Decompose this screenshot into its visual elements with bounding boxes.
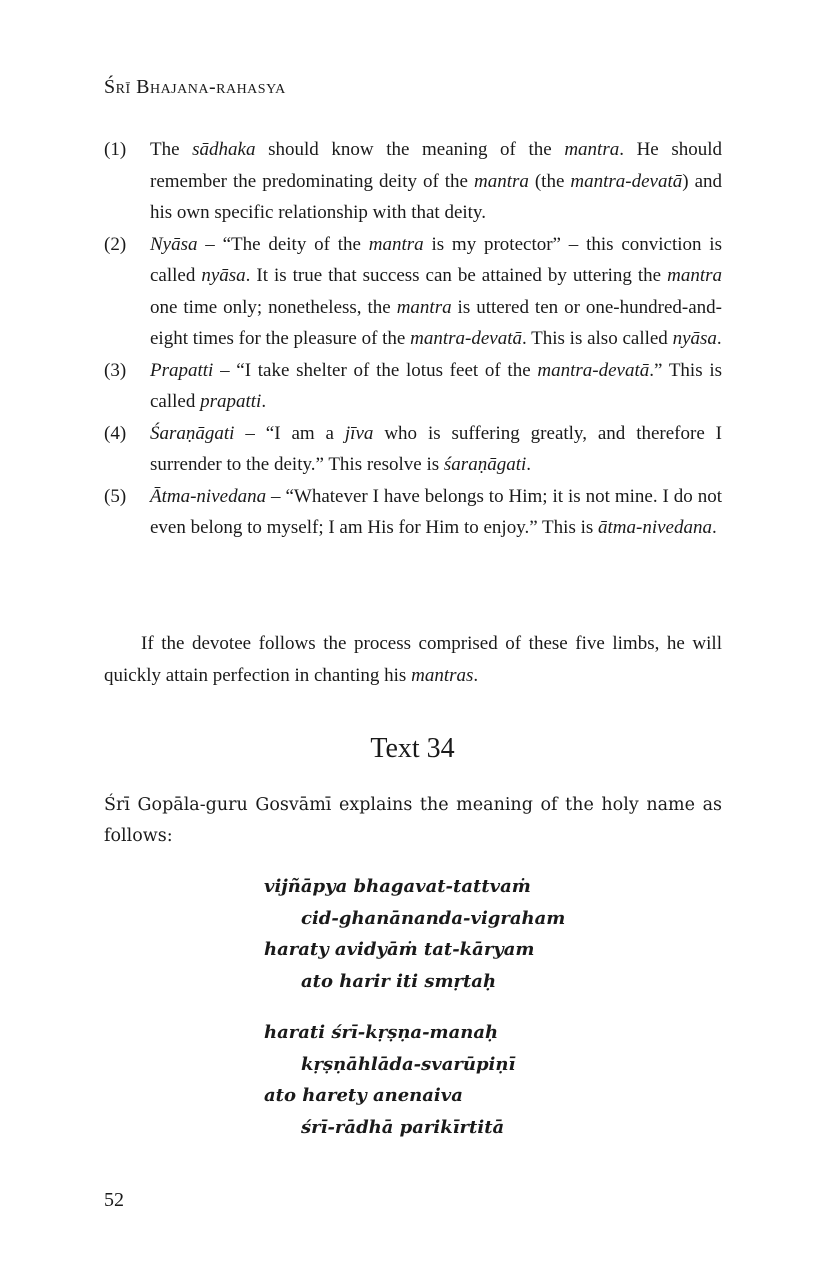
text-run: . This is also called	[521, 328, 673, 349]
text-run: . It is true that success can be attained by uttering the	[245, 265, 668, 286]
text-run: .	[526, 454, 532, 475]
five-limbs-list	[104, 134, 722, 544]
verse-line: cid-ghanānanda-vigraham	[301, 907, 566, 929]
verse-line: haraty avidyāṁ tat-kāryam	[264, 939, 535, 960]
item-text	[150, 234, 722, 350]
text-run: one time only; nonetheless, the	[150, 296, 397, 318]
text-run: . He should remember the predominating deity of the	[150, 139, 723, 192]
text-run: .” This is called	[150, 359, 722, 412]
intro-text: Śrī Gopāla-guru Gosvāmī explains the meaning of the holy name as follows:	[104, 795, 722, 846]
verse-line: ato harir iti smṛtaḥ	[301, 970, 497, 992]
text-run: – “I take shelter of the lotus feet of the	[213, 359, 538, 381]
italic-term: Nyāsa	[150, 233, 198, 255]
list-item	[104, 134, 722, 229]
text-run: .	[716, 328, 722, 349]
text-run: should know the meaning of the	[255, 139, 565, 160]
text-run: If the devotee follows the process comprised of these five limbs, he will quickly attain perfection in chanting his	[104, 633, 722, 686]
text-run: – “The deity of the	[197, 233, 369, 255]
italic-term: prapatti	[200, 391, 262, 412]
item-number: (3)	[104, 359, 127, 381]
text-run: (the	[528, 170, 571, 192]
list-item	[104, 355, 722, 418]
list-item	[104, 418, 722, 481]
item-number: (5)	[104, 485, 127, 507]
item-text	[150, 360, 722, 413]
text-run: The	[150, 139, 193, 160]
item-number: (4)	[104, 422, 127, 444]
text-run: .	[261, 391, 267, 412]
item-number: (1)	[104, 139, 127, 160]
running-head: Śrī Bhajana-rahasya	[104, 76, 286, 98]
text-run: .	[473, 665, 479, 686]
item-text	[150, 486, 722, 539]
italic-term: mantra	[564, 139, 620, 160]
italic-term: mantra	[396, 296, 452, 318]
verse-line: vijñāpya bhagavat-tattvaṁ	[264, 876, 531, 897]
italic-term: mantra-devatā	[570, 170, 683, 192]
section-title: Text 34	[370, 733, 455, 764]
list-item	[104, 481, 722, 544]
italic-term: śaraṇāgati	[443, 454, 527, 475]
verse-line: ato harety anenaiva	[264, 1085, 463, 1106]
italic-term: mantra	[667, 265, 722, 286]
italic-term: nyāsa	[672, 328, 717, 349]
page-number: 52	[104, 1189, 124, 1211]
verse-block-1	[264, 871, 684, 997]
text-run: is my protector” – this conviction is called	[150, 233, 722, 286]
italic-term: Prapatti	[150, 359, 214, 381]
summary-paragraph	[104, 628, 722, 692]
text-run: is uttered ten or one-hundred-and-eight times for the pleasure of the	[150, 296, 722, 349]
item-text	[150, 423, 722, 476]
italic-term: ātma-nivedana	[598, 517, 712, 538]
italic-term: sādhaka	[192, 139, 256, 160]
text-run: ) and his own specific relationship with that deity.	[150, 170, 723, 223]
list-item	[104, 229, 722, 355]
text-run: – “I am a	[234, 422, 345, 444]
italic-term: mantra-devatā	[410, 328, 522, 349]
item-number: (2)	[104, 233, 127, 255]
text-run: .	[712, 517, 717, 538]
text-run: who is suffering greatly, and therefore I surrender to the deity.” This resolve is	[150, 422, 722, 475]
verse-line: kṛṣṇāhlāda-svarūpiṇī	[301, 1053, 516, 1075]
verse-block-2	[264, 1017, 684, 1143]
italic-term: mantra-devatā	[537, 359, 650, 381]
italic-term: jīva	[344, 422, 374, 444]
item-text	[150, 139, 722, 223]
italic-term: Śaraṇāgati	[150, 422, 235, 444]
italic-term: nyāsa	[201, 265, 246, 286]
verse-line: śrī-rādhā parikīrtitā	[301, 1116, 505, 1138]
text-run: – “Whatever I have belongs to Him; it is not mine. I do not even belong to myself; I am His for Him to enjoy.” This is	[150, 485, 722, 538]
italic-term: mantra	[473, 170, 529, 192]
italic-term: mantra	[368, 233, 424, 255]
italic-term: Ātma-nivedana	[150, 485, 267, 507]
verse-line: harati śrī-kṛṣṇa-manaḥ	[264, 1022, 499, 1043]
italic-term: mantras	[411, 665, 474, 686]
